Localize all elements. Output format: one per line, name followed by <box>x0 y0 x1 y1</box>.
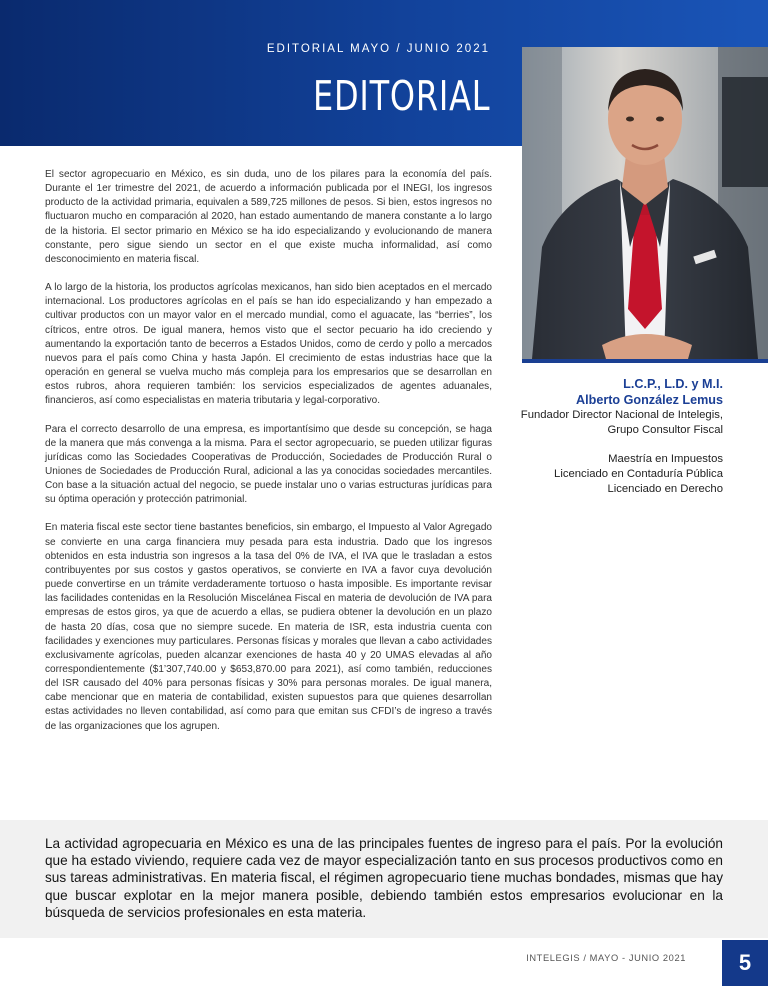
author-role-line: Grupo Consultor Fiscal <box>607 424 723 437</box>
author-credential: Licenciado en Derecho <box>607 483 723 496</box>
author-role-line: Fundador Director Nacional de Intelegis, <box>520 409 723 421</box>
body-paragraph: En materia fiscal este sector tiene bastantes beneficios, sin embargo, el Impuesto al Valor Agregado se convierte en una carga financiera muy pesada para esta industria. Dado que los ingresos obtenidos en esta industria son ingresos a la tasa del 0% de IVA, el IVA que le trasladan a estos contribuyentes por sus costos y gastos operativos, se convierte en IVA a favor cuya devolución puede convertirse en un trámite verdaderamente tortuoso o hasta imposible. Es importante revisar las facilidades contenidas en la Resolución Miscelánea Fiscal en materia de devolución de IVA para empresas de estos giros, ya que de acuerdo a ellas, se pudiera obtener la devolución en un plazo de hasta 20 días, cosa que no siempre sucede. En materia de ISR, esta industria cuenta con facilidades y exenciones muy particulares. Personas físicas y morales que llevan a cabo actividades exclusivamente agrícolas, pueden alcanzar exenciones de hasta 40 y 20 UMAS elevadas al año correspondientemente ($1’307,740.00 y $653,870.00 para 2021), así como también, reducciones del ISR causado del 40% para personas físicas y 30% para personas morales. De igual manera, cabe mencionar que en materia de contabilidad, existen supuestos para que quienes desarrollan estas actividades no lleven contabilidad, así como para que emitan sus CFDI’s de ingreso a través de las organizaciones que los agrupen. <box>45 522 492 732</box>
pullquote-text: La actividad agropecuaria en México es una de las principales fuentes de ingreso para el país. Por la evolución que ha estado viviendo, requiere cada vez de mayor especialización tanto en sus procesos productivos como en sus tareas administrativas. En materia fiscal, el régimen agropecuario tiene muchas bondades, mismas que hay que buscar explotar en la mejor manera posible, debiendo también estos empresarios evolucionar en la búsqueda de servicios profesionales en esta materia. <box>45 836 723 920</box>
author-titles: L.C.P., L.D. y M.I. <box>623 377 723 391</box>
photo-rule <box>522 359 768 363</box>
author-name: Alberto González Lemus <box>576 392 723 407</box>
body-paragraph: El sector agropecuario en México, es sin duda, uno de los pilares para la economía del país. Durante el 1er trimestre del 2021, de acuerdo a información publicada por el INEGI, los ingresos producto de la actividad primaria, equivalen a 589,725 millones de pesos. Si bien, estos ingresos no fluctuaron mucho en comparación al 2020, han estado aumentando de manera constante a lo largo de la historia. El sector primario en México se ha ido especializando y evolucionando de manera constante, pero sigue siendo un sector en el que existe mucha informalidad, así como desconocimiento en materia fiscal. <box>45 169 492 265</box>
section-title: EDITORIAL <box>312 72 490 120</box>
article-body <box>45 168 492 748</box>
issue-label: EDITORIAL MAYO / JUNIO 2021 <box>266 43 490 55</box>
page-number: 5 <box>722 940 768 986</box>
body-paragraph: Para el correcto desarrollo de una empresa, es importantísimo que desde su concepción, se haga de la manera que más convenga a la misma. Para el sector agropecuario, se pueden utilizar figuras jurídicas como las Sociedades Cooperativas de Producción, Sociedades de Producción Rural o Uniones de Sociedades de Producción Rural, adicional a las ya conocidas sociedades mercantiles. Con base a la situación actual del negocio, se puede instalar uno o varias estructuras jurídicas para su óptima operación y protección patrimonial. <box>45 423 492 506</box>
author-photo <box>522 47 768 359</box>
author-credential: Maestría en Impuestos <box>608 452 723 465</box>
footer-publication: INTELEGIS / MAYO - JUNIO 2021 <box>526 953 686 963</box>
author-block <box>521 377 723 497</box>
author-credential: Licenciado en Contaduría Pública <box>554 467 723 480</box>
body-paragraph: A lo largo de la historia, los productos agrícolas mexicanos, han sido bien aceptados en el mercado internacional. Los productores agrícolas en el país se han ido especializando y han empezado a cultivar productos con un mayor valor en el mercado mundial, como el aguacate, las “berries”, los cítricos, entre otros. De igual manera, hemos visto que el sector pecuario ha ido creciendo y aumentando la exportación tanto de becerros a Estados Unidos, como de cerdo y pollo a mercados nuevos para el país como China y hasta Japón. El crecimiento de estas industrias hace que la operación en general se vuelva mucho más compleja para los empresarios que se desarrollan en estos rubros, ahora requieren también: los servicios especializados de agentes aduanales, financieros, así como especialistas en materia tributaria y legal-corporativo. <box>45 282 492 407</box>
